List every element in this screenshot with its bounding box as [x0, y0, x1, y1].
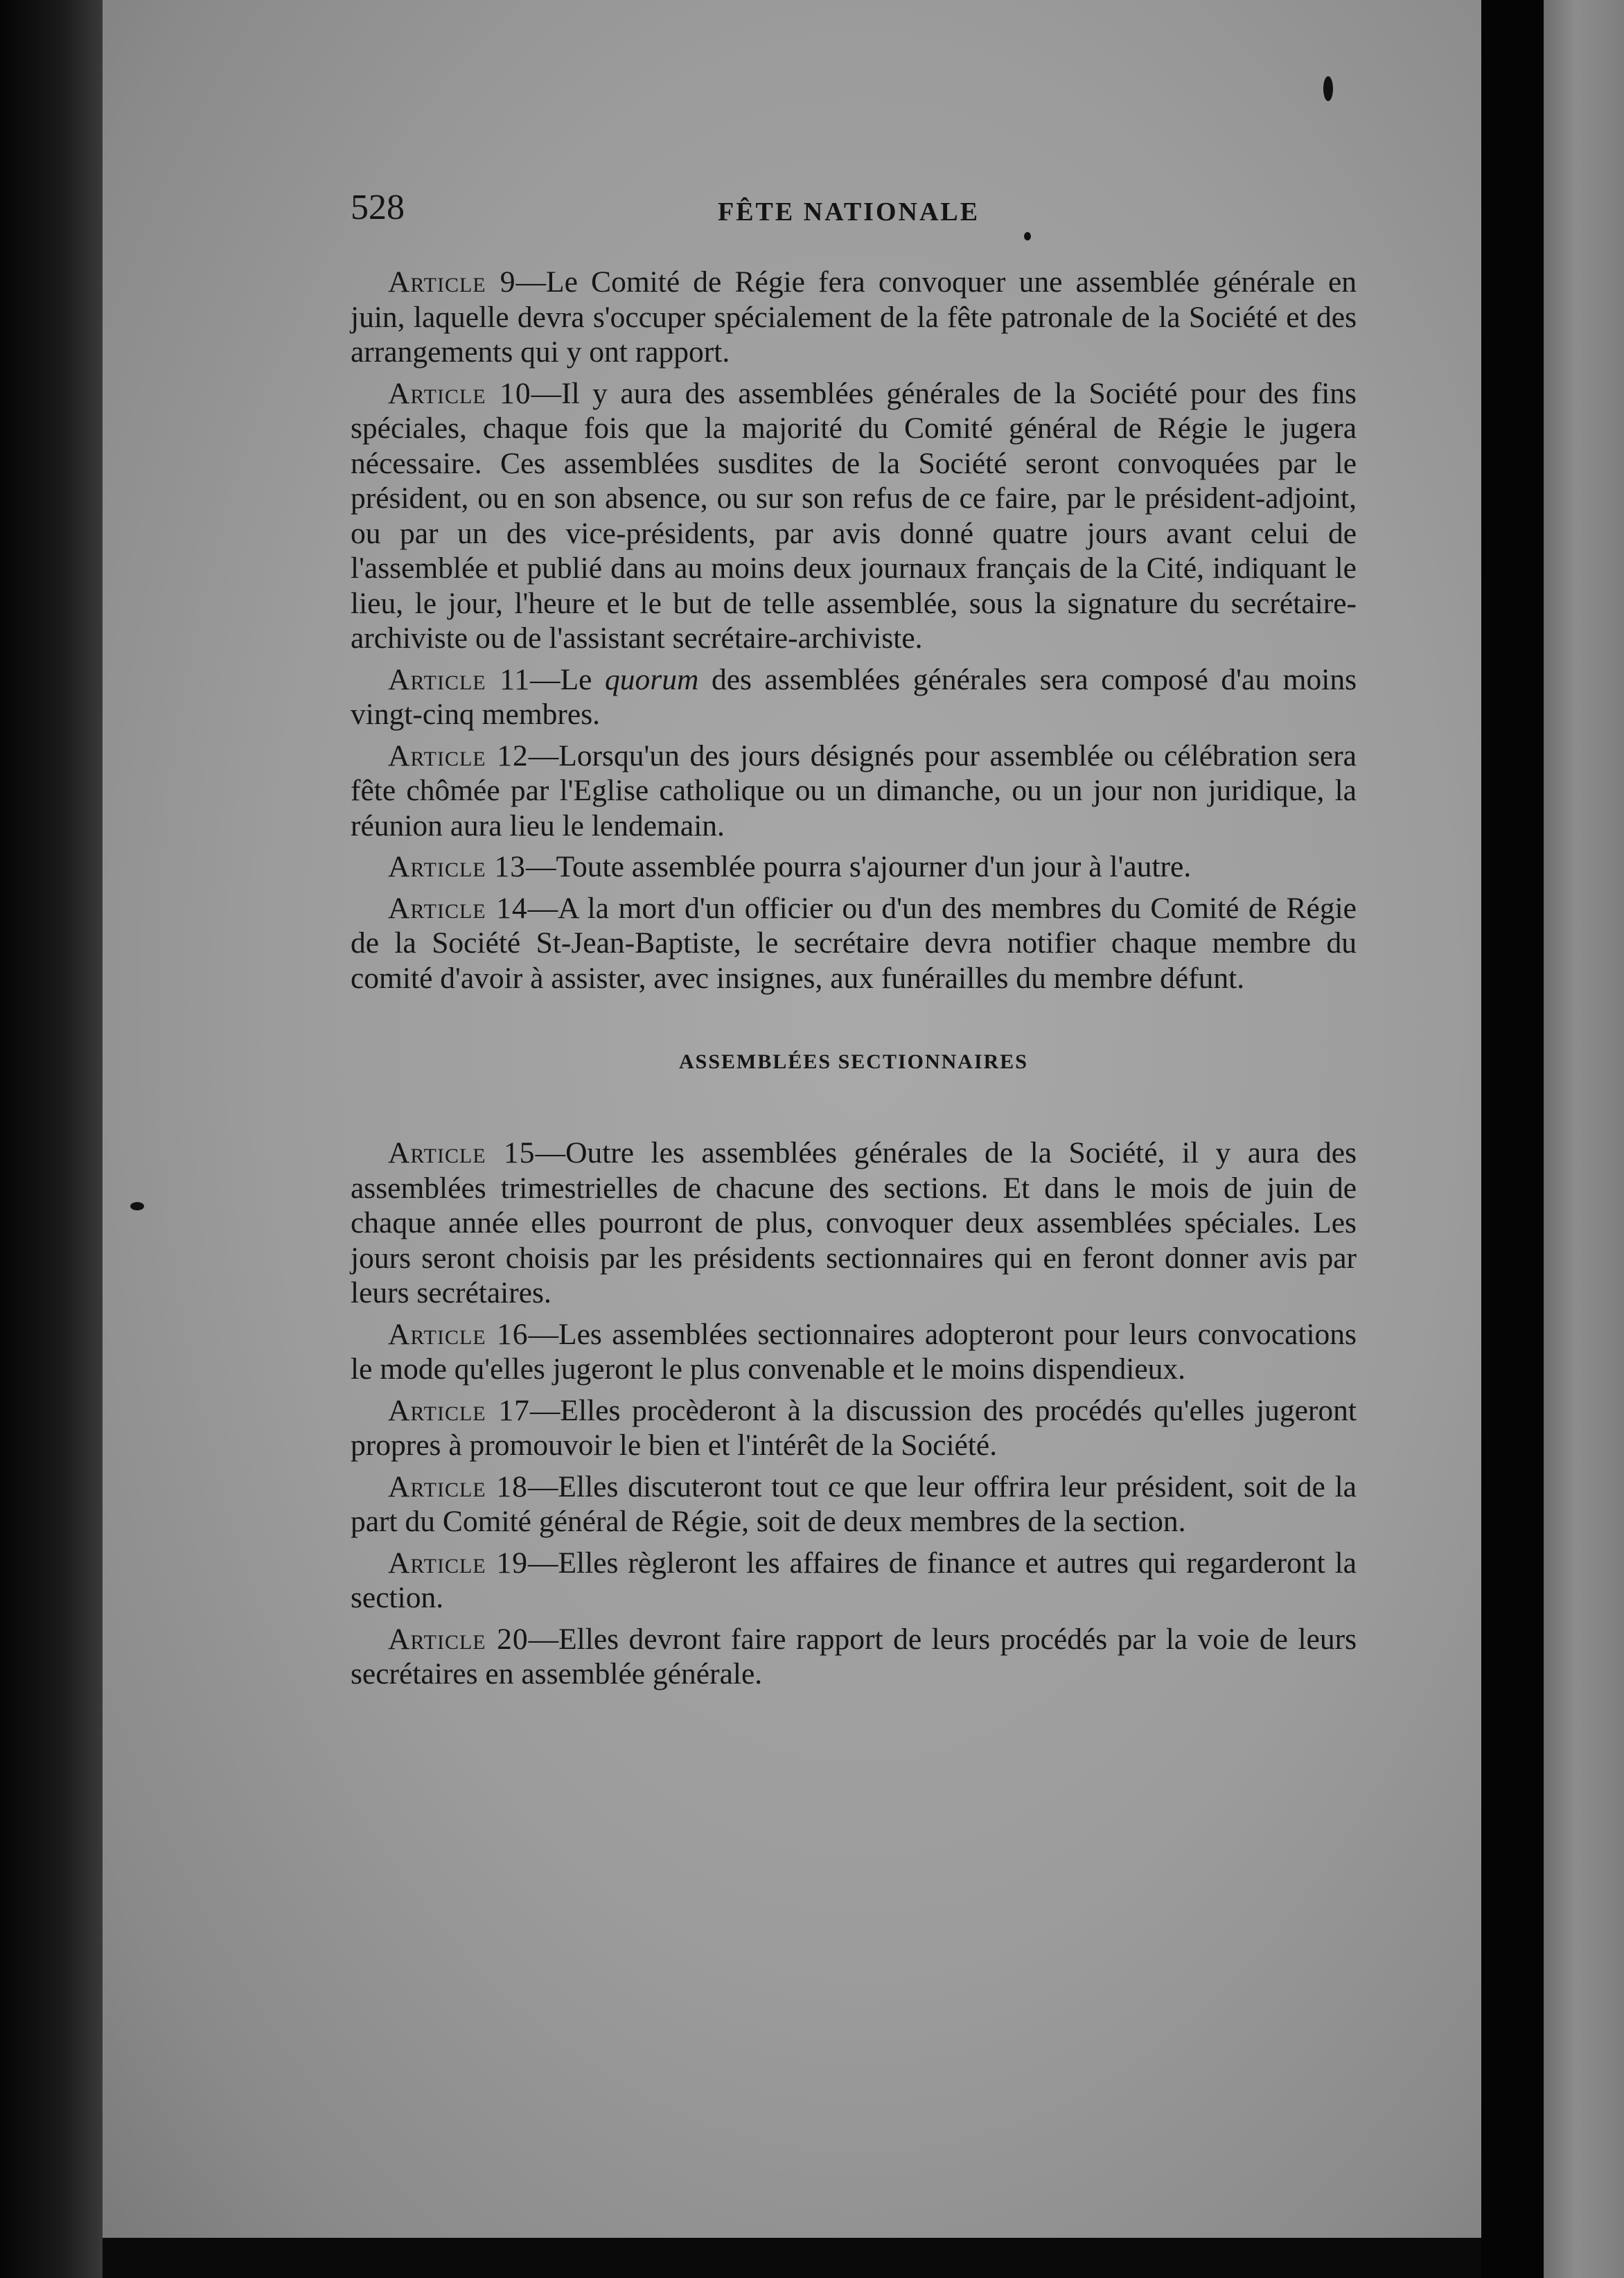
- article-text: —Lorsqu'un des jours désignés pour assemblée ou célébration sera fête chômée par l'Eglise catholique ou un dimanche, ou un jour non juridique, la réunion aura lieu le lendemain.: [351, 739, 1357, 842]
- article-label: Article 16: [388, 1317, 529, 1351]
- article-text: —Les assemblées sectionnaires adopteront pour leurs convocations le mode qu'elles jugeront le plus convenable et le moins dispendieux.: [351, 1317, 1357, 1386]
- article-12: [351, 739, 1357, 844]
- running-title: FÊTE NATIONALE: [718, 197, 980, 227]
- article-text: des assemblées générales sera composé d'au moins vingt-cinq membres.: [351, 662, 1357, 731]
- article-text: —Elles devront faire rapport de leurs procédés par la voie de leurs secrétaires en assemblée générale.: [351, 1622, 1357, 1690]
- scan-left-border: [0, 0, 104, 2278]
- article-label: Article 19: [388, 1546, 528, 1580]
- article-label: Article 18: [388, 1469, 528, 1503]
- article-text: —Il y aura des assemblées générales de la Société pour des fins spéciales, chaque fois que la majorité du Comité général de Régie le jugera nécessaire. Ces assemblées susdites de la Société seront convoquées par le président, ou en son absence, ou sur son refus de ce faire, par le président-adjoint, ou par un des vice-présidents, par avis donné quatre jours avant celui de l'assemblée et publié dans au moins deux journaux français de la Cité, indiquant le lieu, le jour, l'heure et le but de telle assemblée, sous la signature du secrétaire-archiviste ou de l'assistant secrétaire-archiviste.: [351, 376, 1357, 655]
- article-text: —Outre les assemblées générales de la Société, il y aura des assemblées trimestrielles de chacune des sections. Et dans le mois de juin de chaque année elles pourront de plus, convoquer deux assemblées spéciales. Les jours seront choisis par les présidents sectionnaires qui en feront donner avis par leurs secrétaires.: [351, 1136, 1357, 1309]
- section-heading: ASSEMBLÉES SECTIONNAIRES: [679, 1050, 1028, 1073]
- article-text: —Le Comité de Régie fera convoquer une assemblée générale en juin, laquelle devra s'occuper spécialement de la fête patronale de la Société et des arrangements qui y ont rapport.: [351, 265, 1357, 369]
- article-15: [351, 1136, 1357, 1311]
- article-text: —Elles discuteront tout ce que leur offrira leur président, soit de la part du Comité général de Régie, soit de deux membres de la section.: [351, 1469, 1357, 1538]
- article-text: —Elles procèderont à la discussion des procédés qu'elles jugeront propres à promouvoir le bien et l'intérêt de la Société.: [351, 1393, 1357, 1462]
- article-18: [351, 1469, 1357, 1539]
- article-label: Article 9: [388, 265, 516, 299]
- scan-speck: [1323, 76, 1333, 101]
- article-14: [351, 891, 1357, 996]
- scan-speck: [130, 1202, 144, 1210]
- article-label: Article 20: [388, 1622, 529, 1656]
- article-text-italic: quorum: [605, 662, 699, 696]
- article-9: [351, 265, 1357, 370]
- article-label: Article 14: [388, 891, 528, 925]
- page-body: [351, 265, 1357, 1698]
- scan-gutter: [1481, 0, 1544, 2278]
- scan-bottom-border: [103, 2238, 1481, 2278]
- article-text: —Toute assemblée pourra s'ajourner d'un jour à l'autre.: [525, 850, 1192, 883]
- article-17: [351, 1393, 1357, 1463]
- page-number: 528: [351, 188, 405, 227]
- article-label: Article 15: [388, 1136, 536, 1169]
- article-11: [351, 662, 1357, 732]
- article-13: [351, 849, 1357, 885]
- article-text: —Le: [530, 662, 606, 696]
- adjacent-page-edge: [1544, 0, 1624, 2278]
- article-16: [351, 1317, 1357, 1387]
- article-label: Article 11: [388, 662, 531, 696]
- article-label: Article 10: [388, 376, 531, 410]
- article-10: [351, 376, 1357, 656]
- page-header: [351, 186, 1357, 234]
- article-label: Article 17: [388, 1393, 530, 1427]
- article-text: —A la mort d'un officier ou d'un des membres du Comité de Régie de la Société St-Jean-Baptiste, le secrétaire devra notifier chaque membre du comité d'avoir à assister, avec insignes, aux funérailles du membre défunt.: [351, 891, 1357, 995]
- article-text: —Elles règleront les affaires de finance et autres qui regarderont la section.: [351, 1546, 1357, 1614]
- article-19: [351, 1546, 1357, 1616]
- article-label: Article 12: [388, 739, 529, 772]
- article-label: Article 13: [388, 850, 526, 883]
- article-20: [351, 1622, 1357, 1692]
